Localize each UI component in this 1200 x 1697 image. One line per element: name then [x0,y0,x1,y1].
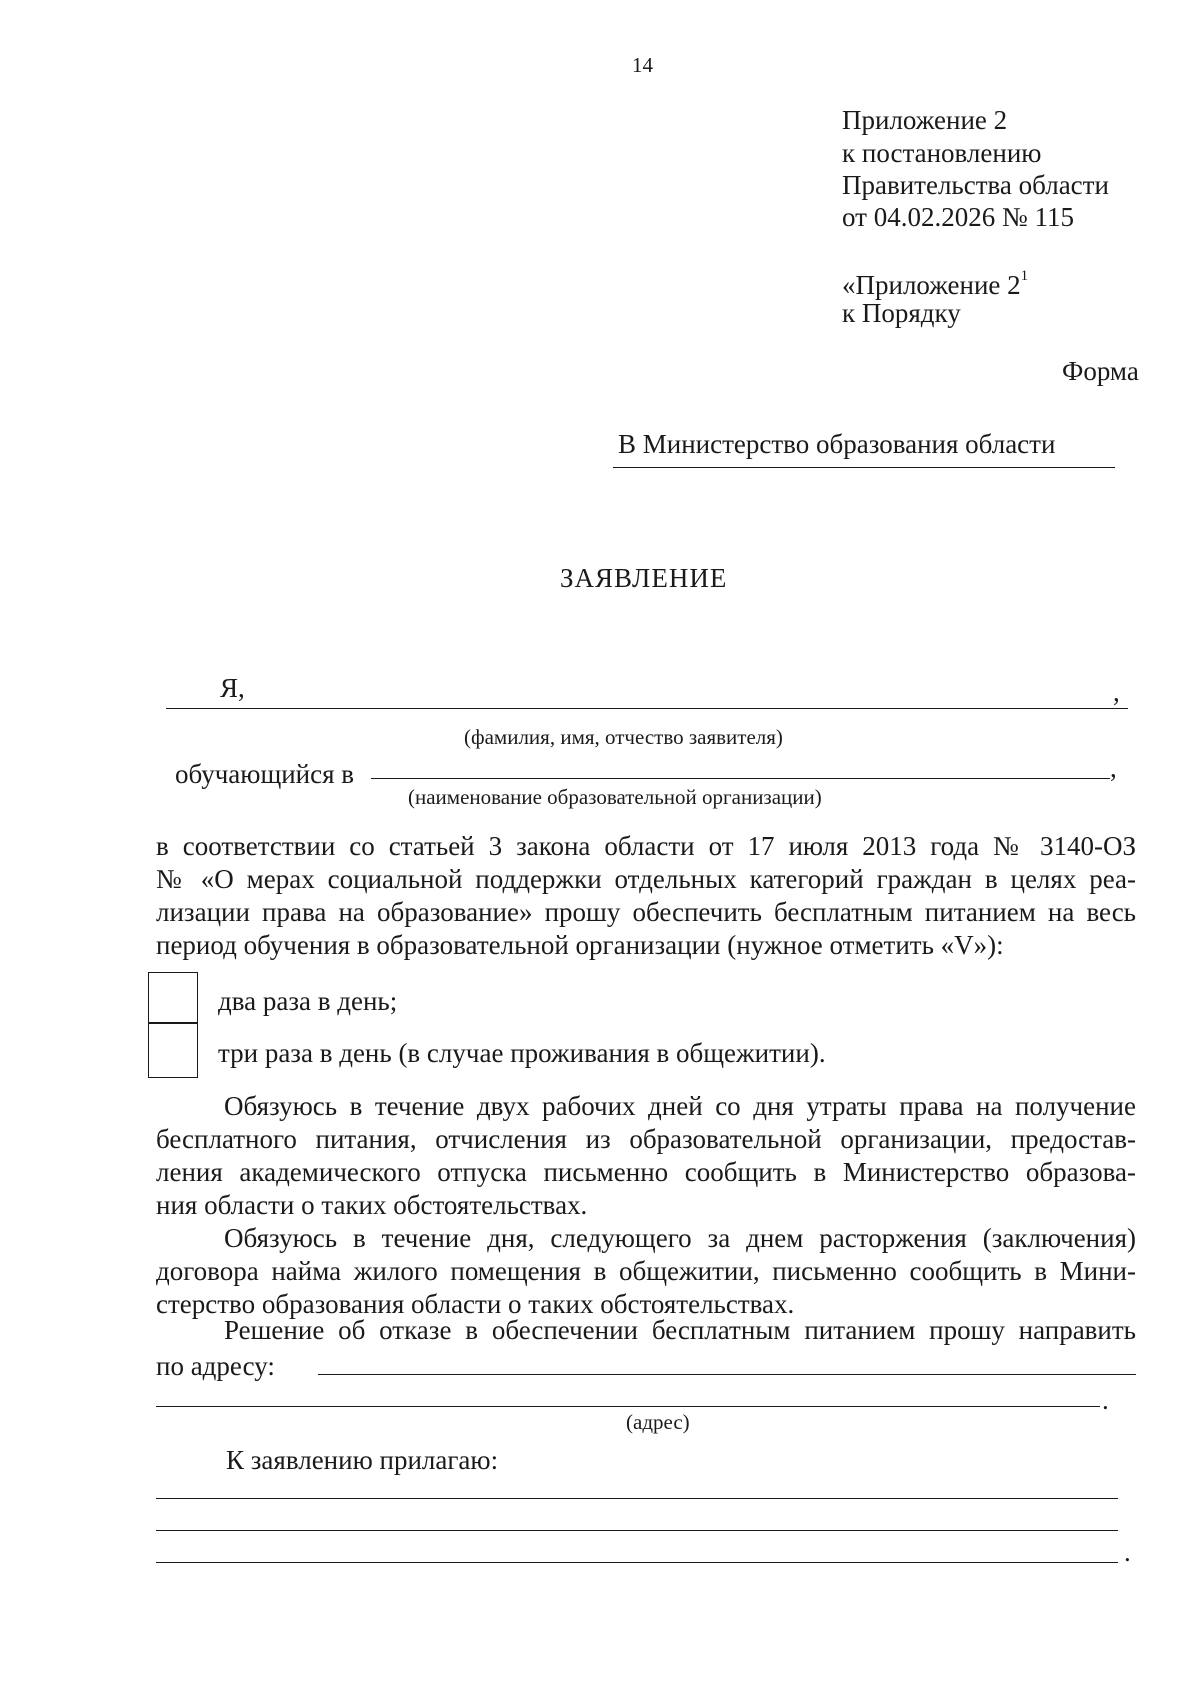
obligation-2-line: договора найма жилого помещения в общежитии, письменно сообщить в Мини- [156,1256,1136,1286]
refusal-paragraph [156,1314,1136,1347]
attachment-line-2[interactable] [156,1530,1118,1531]
applicant-prefix: Я, [220,673,245,703]
address-line-1[interactable] [318,1374,1136,1375]
obligation-1-line: ления академического отпуска письменно сообщить в Министерство образова- [156,1157,1136,1187]
recipient-underline [613,467,1115,468]
header-line-4: от 04.02.2026 № 115 [842,202,1074,232]
page-number: 14 [632,53,653,77]
attachments-label: К заявлению прилагаю: [226,1445,499,1475]
option-twice-checkbox[interactable] [148,972,198,1024]
attachment-line-3[interactable] [156,1562,1118,1563]
annex-superscript: 1 [1020,268,1029,284]
intro-line: в соответствии со статьей 3 закона области от 17 июля 2013 года № 3140-ОЗ [156,831,1136,861]
obligation-2-line: стерство образования области о таких обстоятельствах. [156,1289,795,1319]
organization-line[interactable] [371,778,1110,779]
attachments-end-mark: . [1124,1537,1131,1567]
annex-line-2: к Порядку [842,298,961,328]
option-twice-label: два раза в день; [218,986,398,1016]
recipient: В Министерство образования области [618,429,1056,459]
studying-prefix: обучающийся в [175,759,355,789]
applicant-caption: (фамилия, имя, отчество заявителя) [464,725,783,749]
option-thrice-label: три раза в день (в случае проживания в общежитии). [218,1038,826,1068]
header-line-1: Приложение 2 [842,105,1008,135]
address-end-mark: . [1102,1385,1109,1415]
intro-line: период обучения в образовательной организации (нужное отметить «V»): [156,930,1004,960]
obligation-1-line: ния области о таких обстоятельствах. [156,1190,588,1220]
address-prefix: по адресу: [156,1351,275,1381]
intro-paragraph [156,830,1136,962]
obligation-2-line: Обязуюсь в течение дня, следующего за днем расторжения (заключения) [224,1223,1136,1253]
applicant-comma: , [1113,677,1120,707]
obligation-2-paragraph [156,1222,1136,1321]
form-label: Форма [1062,356,1139,386]
obligation-1-line: Обязуюсь в течение двух рабочих дней со дня утраты права на получение [224,1091,1136,1121]
attachment-line-1[interactable] [156,1498,1118,1499]
obligation-1-line: бесплатного питания, отчисления из образовательной организации, предостав- [156,1124,1136,1154]
intro-line: лизации права на образование» прошу обеспечить бесплатным питанием на весь [156,897,1136,927]
applicant-name-line[interactable] [166,708,1128,709]
annex-line-1 [842,264,1028,301]
option-thrice-checkbox[interactable] [148,1022,198,1078]
refusal-line: Решение об отказе в обеспечении бесплатным питанием прошу направить [224,1315,1136,1345]
intro-line: № «О мерах социальной поддержки отдельных категорий граждан в целях реа- [156,864,1136,894]
document-title: ЗАЯВЛЕНИЕ [560,563,728,593]
address-line-2[interactable] [156,1406,1100,1407]
obligation-1-paragraph [156,1090,1136,1222]
header-line-3: Правительства области [842,170,1109,200]
annex-title: «Приложение 2 [842,270,1021,300]
organization-caption: (наименование образовательной организации) [408,785,822,809]
header-line-2: к постановлению [842,138,1042,168]
address-caption: (адрес) [626,1410,690,1434]
studying-comma: , [1110,753,1117,783]
